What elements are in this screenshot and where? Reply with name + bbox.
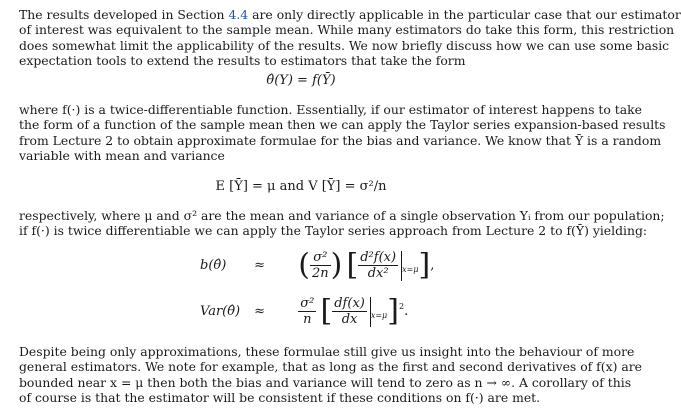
- text-line: where f(·) is a twice-differentiable function. Essentially, if our estimator of interest happens to take: [19, 102, 642, 117]
- text-line: of course is that the estimator will be consistent if these conditions on f(·) are met.: [19, 389, 541, 405]
- right-bracket: ]: [418, 247, 431, 283]
- text-line: the form of a function of the sample mean then we can apply the Taylor series expansion-based results: [19, 117, 666, 133]
- section-reference-link[interactable]: 4.4: [228, 7, 249, 22]
- equation-estimator: θ̂(Y) = f(Ȳ): [266, 73, 336, 88]
- equation-bias: b(θ̂) ≈ ( $\frac{\text{σ²}}{2n}$ ) [ $\frac{\text{d²f(x)}}{\text{dx²}}$ $_{x=\mu}$],: [200, 247, 435, 283]
- right-paren: ): [330, 247, 343, 283]
- left-paren: (: [298, 247, 310, 283]
- text-line: of interest was equivalent to the sample mean. While many estimators do take this form, this restriction: [19, 22, 675, 38]
- first-derivative: $\frac{df(x)}{dx}$: [334, 296, 365, 327]
- variance-lhs: Var(θ̂): [200, 304, 241, 319]
- text-line: if f(·) is twice differentiable we can apply the Taylor series approach from Lecture 2 to f(Ȳ) yielding:: [19, 223, 648, 239]
- left-bracket: [: [320, 293, 333, 329]
- approx-symbol: ≈: [254, 304, 266, 319]
- text-line: The results developed in Section 4.4 are only directly applicable in the particular case that our estimator: [19, 7, 681, 22]
- left-bracket: [: [346, 247, 359, 283]
- text-line: does somewhat limit the applicability of the results. We now briefly discuss how we can use some basic: [19, 37, 670, 53]
- text-line: general estimators. We note for example, that as long as the first and second derivatives of f(x) are: [19, 359, 643, 375]
- paragraph-conclusion: [19, 344, 643, 405]
- paragraph-intro: [19, 7, 681, 68]
- evaluation-point: x=μ: [402, 265, 419, 274]
- right-bracket: ]: [387, 293, 399, 329]
- evaluation-point: x=μ: [370, 311, 388, 320]
- approx-symbol: ≈: [254, 258, 266, 273]
- square-exponent: 2: [398, 302, 405, 311]
- paragraph-taylor: [19, 102, 666, 163]
- bias-lhs: b(θ̂): [200, 258, 227, 273]
- text-line: respectively, where μ and σ² are the mean and variance of a single observation Yᵢ from our population;: [19, 208, 665, 223]
- bias-coefficient: $\frac{\text{σ²}}{2n}$: [312, 250, 329, 281]
- text-line: variable with mean and variance: [19, 147, 225, 163]
- second-derivative: $\frac{\text{d²f(x)}}{\text{dx²}}$: [360, 250, 397, 281]
- text-line: expectation tools to extend the results to estimators that take the form: [19, 52, 466, 68]
- equation-mean-variance: E [Ȳ] = μ and V [Ȳ] = σ²/n: [215, 179, 387, 194]
- text-line: Despite being only approximations, these formulae still give us insight into the behaviour of more: [19, 344, 635, 359]
- equation-variance: Var(θ̂) ≈ $\frac{\text{σ²}}{n}$ [ $\frac{df(x)}{dx}$ $_{x=\mu}$]$^2$.: [200, 293, 409, 329]
- variance-coefficient: $\frac{\text{σ²}}{n}$: [300, 296, 315, 327]
- paragraph-respectively: [19, 208, 665, 239]
- text-line: bounded near x = μ then both the bias and variance will tend to zero as n → ∞. A corollary of this: [19, 374, 632, 390]
- text-line: from Lecture 2 to obtain approximate formulae for the bias and variance. We know that Ȳ is a random: [19, 132, 662, 148]
